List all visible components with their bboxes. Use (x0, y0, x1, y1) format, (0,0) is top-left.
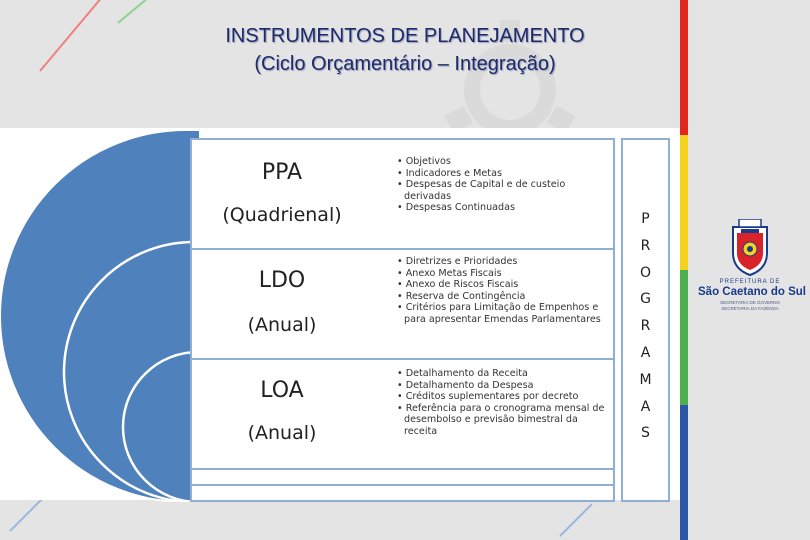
loa-items (397, 368, 609, 438)
ppa-row (192, 140, 613, 250)
programas-letter: P (641, 211, 650, 227)
logo-city-name: São Caetano do Sul (698, 286, 806, 298)
ldo-name: LDO (258, 268, 306, 293)
logo-prefeitura-text: PREFEITURA DE (719, 279, 781, 285)
empty-row (192, 470, 613, 486)
loa-item: • Créditos suplementares por decreto (397, 391, 609, 403)
ldo-item: • Reserva de Contingência (397, 291, 609, 303)
programas-letter: S (641, 425, 650, 442)
ldo-row (192, 250, 613, 360)
ppa-period: (Quadrienal) (222, 204, 342, 226)
ldo-item: • Anexo de Riscos Fiscais (397, 279, 609, 291)
programas-letters (623, 206, 668, 447)
ppa-item: • Objetivos (397, 156, 609, 168)
ldo-item: • Anexo Metas Fiscais (397, 268, 609, 280)
ldo-item: • Critérios para Limitação de Empenhos e para apresentar Emendas Parlamentares (397, 302, 609, 325)
loa-name: LOA (260, 378, 304, 403)
ppa-name: PPA (261, 160, 303, 185)
loa-item: • Referência para o cronograma mensal de desembolso e previsão bimestral da receita (397, 403, 609, 438)
logo-secretaria-fazenda: SECRETARIA DA FAZENDA (721, 306, 779, 311)
programas-letter: A (640, 398, 651, 415)
city-crest-icon (725, 219, 775, 277)
ldo-items (397, 256, 609, 326)
programas-letter: R (640, 237, 651, 254)
ppa-item: • Despesas Continuadas (397, 202, 609, 214)
ldo-period: (Anual) (247, 314, 317, 336)
prefeitura-logo (698, 215, 806, 315)
ldo-item: • Diretrizes e Prioridades (397, 256, 609, 268)
programas-letter: R (640, 318, 651, 335)
color-stripe-bar (680, 0, 688, 540)
programas-column (621, 138, 670, 502)
loa-item: • Detalhamento da Despesa (397, 380, 609, 392)
programas-letter: G (640, 291, 651, 308)
loa-row (192, 360, 613, 470)
page-title (120, 22, 690, 78)
ppa-item: • Despesas de Capital e de custeio derivadas (397, 179, 609, 202)
logo-secretaria-governo: SECRETARIA DE GOVERNO (720, 300, 780, 305)
programas-letter: M (639, 371, 652, 388)
loa-period: (Anual) (247, 422, 317, 444)
programas-letter: O (639, 264, 652, 281)
title-line-1: INSTRUMENTOS DE PLANEJAMENTO (225, 25, 585, 47)
programas-letter: A (640, 344, 651, 361)
ppa-item: • Indicadores e Metas (397, 168, 609, 180)
loa-item: • Detalhamento da Receita (397, 368, 609, 380)
instruments-table (190, 138, 615, 502)
nested-circles-diagram (0, 130, 200, 502)
ppa-items (397, 156, 609, 214)
title-line-2: (Ciclo Orçamentário – Integração) (254, 53, 556, 75)
